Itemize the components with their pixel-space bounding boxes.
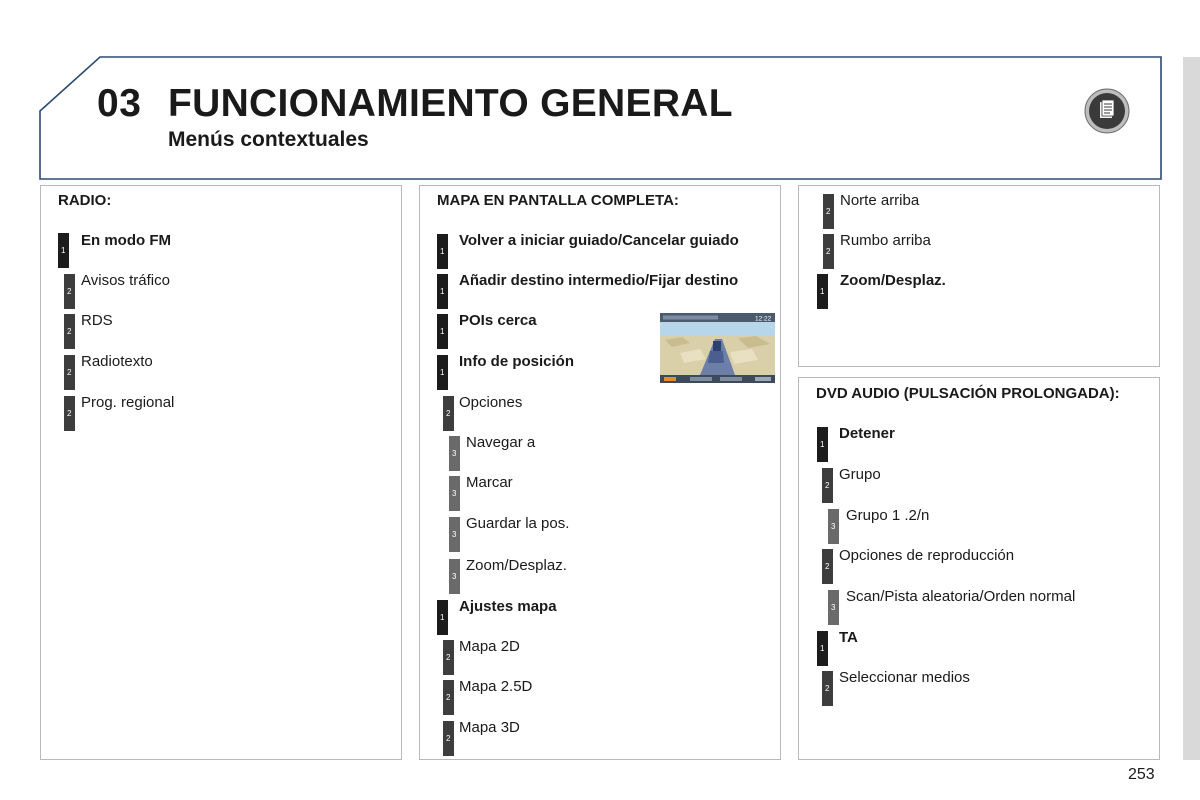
level-marker: 1 [437, 314, 448, 349]
level-marker: 2 [64, 396, 75, 431]
dvd-title: DVD AUDIO (PULSACIÓN PROLONGADA): [816, 385, 1120, 402]
map-title: MAPA EN PANTALLA COMPLETA: [437, 192, 679, 209]
radio-title: RADIO: [58, 192, 112, 209]
level-marker: 3 [828, 509, 839, 544]
menu-item: Rumbo arriba [840, 232, 931, 249]
menu-item: Avisos tráfico [81, 272, 170, 289]
level-marker: 2 [443, 721, 454, 756]
map-clock: 12:22 [755, 315, 772, 323]
menu-item: Norte arriba [840, 192, 920, 209]
menu-item: Mapa 2D [459, 638, 520, 655]
menu-item: Scan/Pista aleatoria/Orden normal [846, 588, 1076, 605]
page-number: 253 [1128, 766, 1155, 783]
menu-item: Mapa 3D [459, 719, 520, 736]
chapter-number: 03 [97, 82, 142, 125]
map-screen-thumbnail [660, 313, 775, 383]
level-marker: 1 [437, 234, 448, 269]
level-marker: 2 [443, 680, 454, 715]
level-marker: 3 [449, 476, 460, 511]
menu-item: Mapa 2.5D [459, 678, 533, 695]
level-marker: 1 [58, 233, 69, 268]
menu-item: Opciones de reproducción [839, 547, 1015, 564]
level-marker: 2 [443, 640, 454, 675]
level-marker: 3 [828, 590, 839, 625]
menu-item: Volver a iniciar guiado/Cancelar guiado [459, 232, 739, 249]
page-subtitle: Menús contextuales [168, 128, 369, 151]
level-marker: 1 [817, 427, 828, 462]
menu-item: Añadir destino intermedio/Fijar destino [459, 272, 739, 289]
menu-item: Prog. regional [81, 394, 175, 411]
level-marker: 1 [437, 600, 448, 635]
menu-item: Ajustes mapa [459, 598, 557, 615]
level-marker: 2 [64, 274, 75, 309]
level-marker: 2 [822, 671, 833, 706]
menu-item: En modo FM [81, 232, 171, 249]
menu-item: POIs cerca [459, 312, 537, 329]
level-marker: 3 [449, 517, 460, 552]
menu-item: RDS [81, 312, 113, 329]
level-marker: 3 [449, 559, 460, 594]
manual-book-icon [1084, 88, 1130, 134]
menu-item: TA [839, 629, 858, 646]
level-marker: 2 [823, 194, 834, 229]
menu-item: Zoom/Desplaz. [840, 272, 946, 289]
level-marker: 1 [817, 631, 828, 666]
level-marker: 2 [823, 234, 834, 269]
level-marker: 1 [437, 274, 448, 309]
menu-item: Zoom/Desplaz. [466, 557, 567, 574]
level-marker: 2 [822, 549, 833, 584]
menu-item: Navegar a [466, 434, 536, 451]
level-marker: 1 [437, 355, 448, 390]
level-marker: 2 [64, 314, 75, 349]
menu-item: Detener [839, 425, 895, 442]
menu-item: Radiotexto [81, 353, 153, 370]
level-marker: 2 [443, 396, 454, 431]
menu-item: Guardar la pos. [466, 515, 570, 532]
level-marker: 2 [822, 468, 833, 503]
menu-item: Info de posición [459, 353, 574, 370]
level-marker: 2 [64, 355, 75, 390]
menu-item: Seleccionar medios [839, 669, 970, 686]
menu-item: Grupo 1 .2/n [846, 507, 930, 524]
menu-item: Grupo [839, 466, 881, 483]
menu-item: Marcar [466, 474, 513, 491]
menu-item: Opciones [459, 394, 523, 411]
page-title: FUNCIONAMIENTO GENERAL [168, 82, 733, 125]
level-marker: 1 [817, 274, 828, 309]
level-marker: 3 [449, 436, 460, 471]
